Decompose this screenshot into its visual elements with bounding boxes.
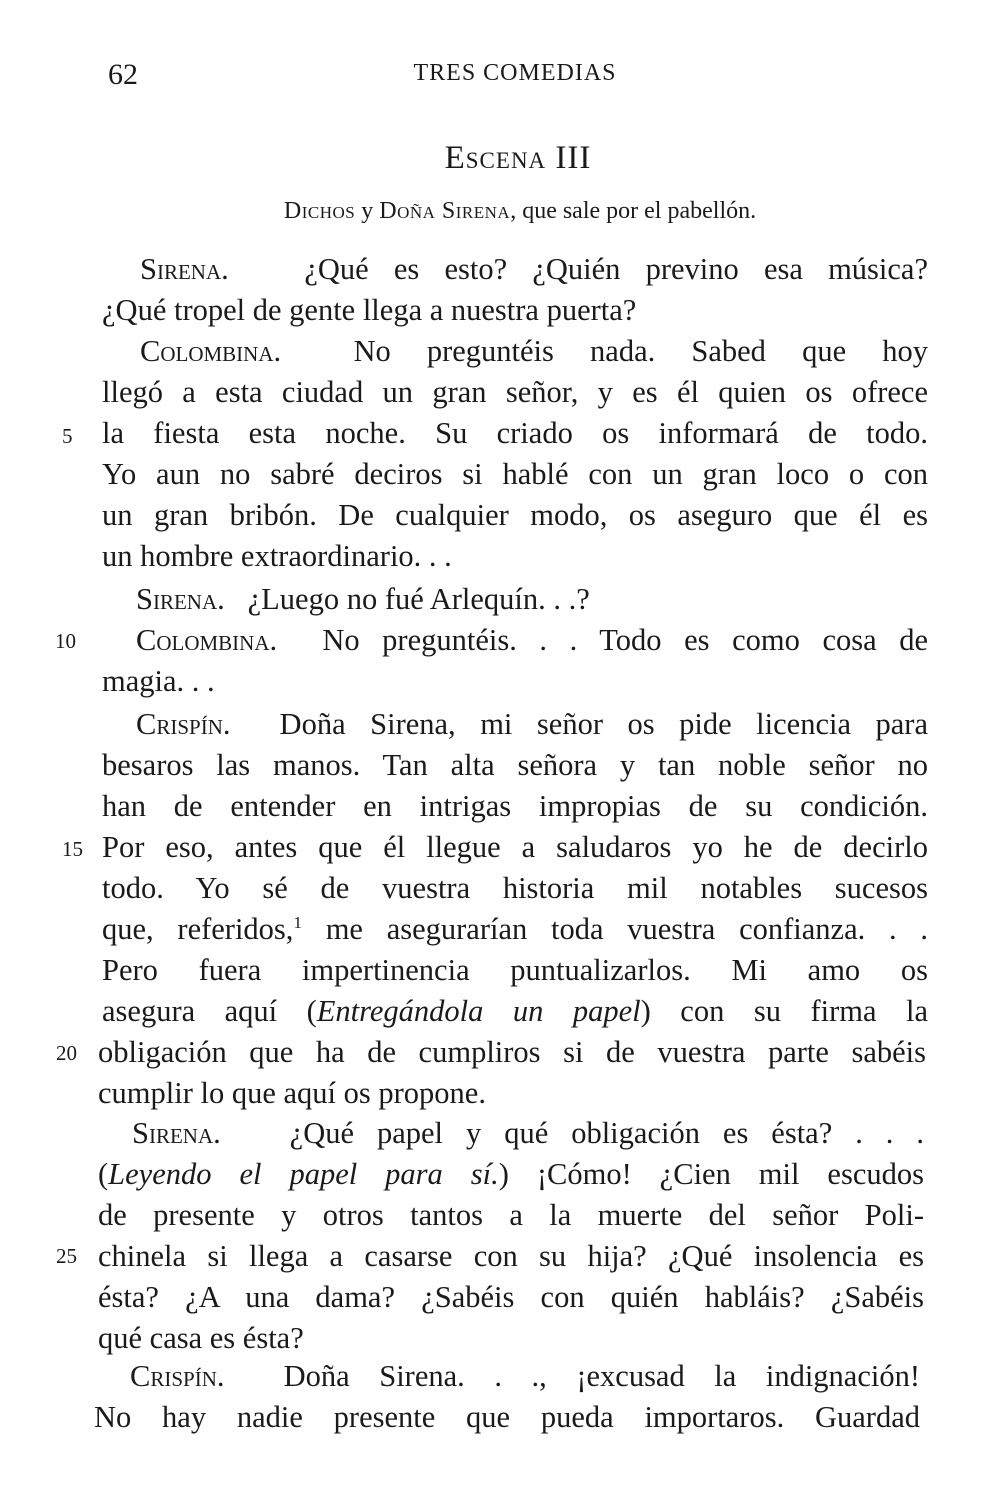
- speaker-sirena: Sirena.: [140, 252, 229, 286]
- line-text: ésta? ¿A una dama? ¿Sabéis con quién habláis? ¿Sabéis: [98, 1280, 924, 1314]
- line-text: obligación que ha de cumpliros si de vuestra parte sabéis: [98, 1035, 926, 1069]
- speaker-crispin: Crispín.: [130, 1359, 225, 1393]
- line-text: cumplir lo que aquí os propone.: [98, 1076, 486, 1110]
- text-line: [98, 1032, 926, 1073]
- speaker-colombina: Colombina.: [136, 623, 278, 657]
- line-text: Doña Sirena. . ., ¡excusad la indignación!: [283, 1359, 920, 1393]
- line-number-10: 10: [55, 629, 76, 653]
- line-text: ¿Qué es esto? ¿Quién previno esa música?: [304, 252, 929, 286]
- line-text: han de entender en intrigas impropias de su condición.: [102, 789, 928, 823]
- text-line: [130, 1356, 920, 1397]
- speaker-crispin: Crispín.: [136, 707, 231, 741]
- line-text: magia. . .: [102, 664, 215, 698]
- line-text: chinela si llega a casarse con su hija? ¿Qué insolencia es: [98, 1239, 924, 1273]
- line-number-25: 25: [56, 1244, 77, 1268]
- line-text: qué casa es ésta?: [98, 1321, 304, 1355]
- line-text: ) con su firma la: [640, 994, 928, 1028]
- line-text: un gran bribón. De cualquier modo, os aseguro que él es: [102, 498, 928, 532]
- text-line: [98, 1073, 924, 1114]
- text-line: [98, 1277, 924, 1318]
- line-text: besaros las manos. Tan alta señora y tan noble señor no: [102, 748, 928, 782]
- text-line: [102, 495, 928, 536]
- line-text: ¿Qué papel y qué obligación es ésta? . . .: [289, 1116, 925, 1150]
- speaker-colombina: Colombina.: [140, 334, 282, 368]
- text-line: [94, 1397, 920, 1438]
- line-text: Doña Sirena, mi señor os pide licencia para: [279, 707, 928, 741]
- stage-direction-who2: Doña Sirena: [379, 198, 511, 224]
- text-line: [102, 909, 928, 950]
- line-number-20: 20: [56, 1041, 77, 1065]
- text-line: [140, 331, 928, 372]
- text-line: [98, 1236, 924, 1277]
- text-line: [102, 786, 928, 827]
- line-number-5: 5: [62, 424, 73, 448]
- line-text: todo. Yo sé de vuestra historia mil notables sucesos: [102, 871, 928, 905]
- line-text: Yo aun no sabré deciros si hablé con un gran loco o con: [102, 457, 928, 491]
- text-line: [132, 1113, 924, 1154]
- footnote-marker: 1: [293, 912, 302, 932]
- stage-direction-inline: Entregándola un papel: [316, 994, 641, 1028]
- line-text: Pero fuera impertinencia puntualizarlos. Mi amo os: [102, 953, 928, 987]
- text-line: [136, 579, 928, 620]
- text-line: [102, 661, 928, 702]
- line-text: ¿Luego no fué Arlequín. . .?: [247, 582, 590, 616]
- line-text: (: [98, 1157, 109, 1191]
- text-line: [98, 1318, 924, 1359]
- line-text: que, referidos,: [102, 912, 294, 946]
- text-line: [136, 620, 928, 661]
- line-text: No preguntéis nada. Sabed que hoy: [353, 334, 929, 368]
- line-text: Por eso, antes que él llegue a saludaros yo he de decirlo: [102, 830, 928, 864]
- speaker-sirena: Sirena.: [132, 1116, 221, 1150]
- text-line: [102, 536, 928, 577]
- line-text: ¿Qué tropel de gente llega a nuestra puerta?: [102, 293, 637, 327]
- line-text: la fiesta esta noche. Su criado os informará de todo.: [102, 416, 928, 450]
- line-text: asegura aquí (: [102, 994, 317, 1028]
- text-line: [102, 372, 928, 413]
- stage-direction-who1: Dichos: [283, 198, 356, 224]
- line-text: de presente y otros tantos a la muerte del señor Poli-: [98, 1198, 924, 1232]
- stage-direction: [0, 198, 1000, 225]
- text-line: [102, 454, 928, 495]
- scene-title: Escena III: [444, 140, 592, 176]
- line-text: me asegurarían toda vuestra confianza. . .: [301, 912, 928, 946]
- line-text: llegó a esta ciudad un gran señor, y es él quien os ofrece: [102, 375, 928, 409]
- line-text: ) ¡Cómo! ¿Cien mil escudos: [498, 1157, 924, 1191]
- speaker-sirena: Sirena.: [136, 582, 225, 616]
- text-line: [98, 1154, 924, 1195]
- running-header: TRES COMEDIAS: [413, 60, 617, 86]
- text-line: [102, 991, 928, 1032]
- stage-direction-inline: Leyendo el papel para sí.: [108, 1157, 499, 1191]
- text-line: [102, 950, 928, 991]
- text-line: [102, 290, 928, 331]
- line-number-15: 15: [62, 837, 83, 861]
- text-line: [136, 704, 928, 745]
- stage-direction-rest: , que sale por el pabellón.: [510, 198, 757, 224]
- line-text: un hombre extraordinario. . .: [102, 539, 452, 573]
- page-number: 62: [108, 58, 138, 91]
- text-line: [102, 827, 928, 868]
- text-line: [98, 1195, 924, 1236]
- line-text: No hay nadie presente que pueda importaros. Guardad: [94, 1400, 920, 1434]
- text-line: [102, 868, 928, 909]
- line-text: No preguntéis. . . Todo es como cosa de: [322, 623, 928, 657]
- text-line: [102, 413, 928, 454]
- stage-direction-and: y: [355, 198, 380, 224]
- text-line: [140, 249, 928, 290]
- text-line: [102, 745, 928, 786]
